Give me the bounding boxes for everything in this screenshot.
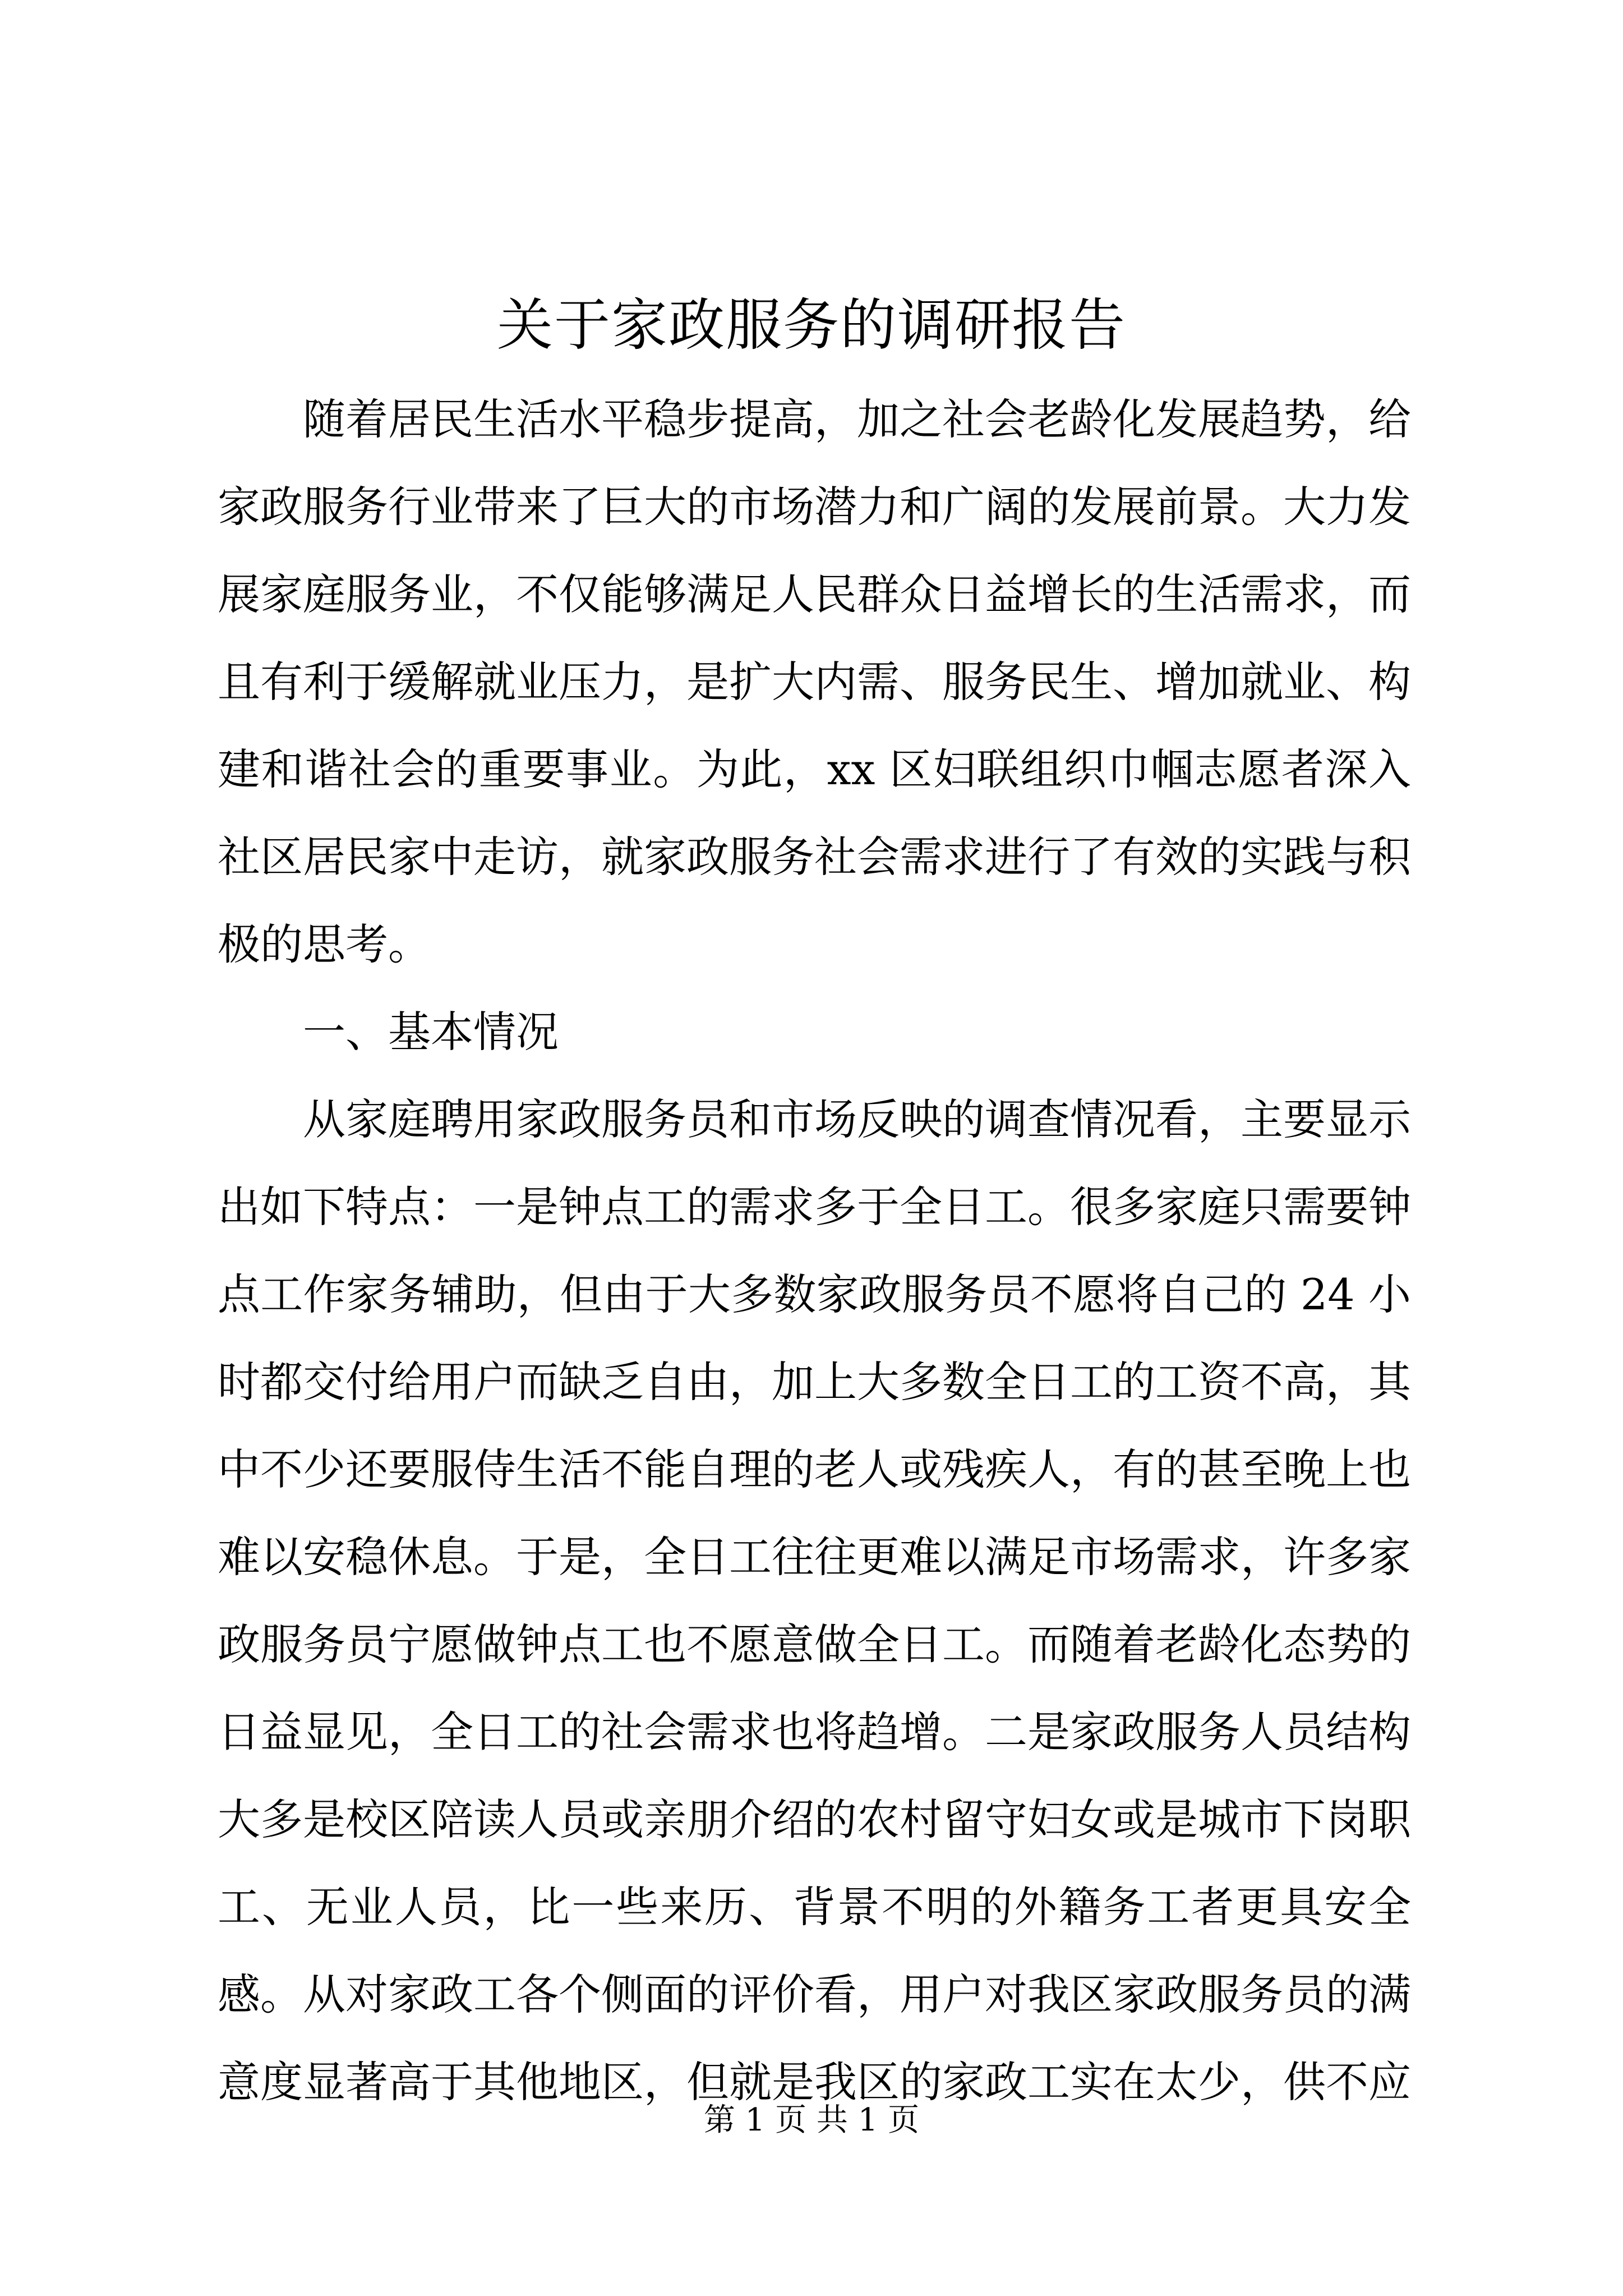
document-body [218, 376, 1411, 2126]
basic-situation-paragraph: 从家庭聘用家政服务员和市场反映的调查情况看，主要显示出如下特点：一是钟点工的需求多于全日工。很多家庭只需要钟点工作家务辅助，但由于大多数家政服务员不愿将自己的 24 小时都交付给用户而缺乏自由，加上大多数全日工的工资不高，其中不少还要服侍生活不能自理的老人或残疾人，有的甚至晚上也难以安稳休息。于是，全日工往往更难以满足市场需求，许多家政服务员宁愿做钟点工也不愿意做全日工。而随着老龄化态势的日益显见，全日工的社会需求也将趋增。二是家政服务人员结构大多是校区陪读人员或亲朋介绍的农村留守妇女或是城市下岗职工、无业人员，比一些来历、背景不明的外籍务工者更具安全感。从对家政工各个侧面的评价看，用户对我区家政服务员的满意度显著高于其他地区，但就是我区的家政工实在太少，供不应 [218, 1094, 1411, 2107]
section-heading-basic-situation: 一、基本情况 [303, 1007, 559, 1057]
document-title: 关于家政服务的调研报告 [497, 292, 1126, 358]
intro-paragraph: 随着居民生活水平稳步提高，加之社会老龄化发展趋势，给家政服务行业带来了巨大的市场潜力和广阔的发展前景。大力发展家庭服务业，不仅能够满足人民群众日益增长的生活需求，而且有利于缓解就业压力，是扩大内需、服务民生、增加就业、构建和谐社会的重要事业。为此，xx 区妇联组织巾帼志愿者深入社区居民家中走访，就家政服务社会需求进行了有效的实践与积极的思考。 [218, 394, 1411, 969]
page-footer: 第 1 页 共 1 页 [703, 2102, 920, 2138]
